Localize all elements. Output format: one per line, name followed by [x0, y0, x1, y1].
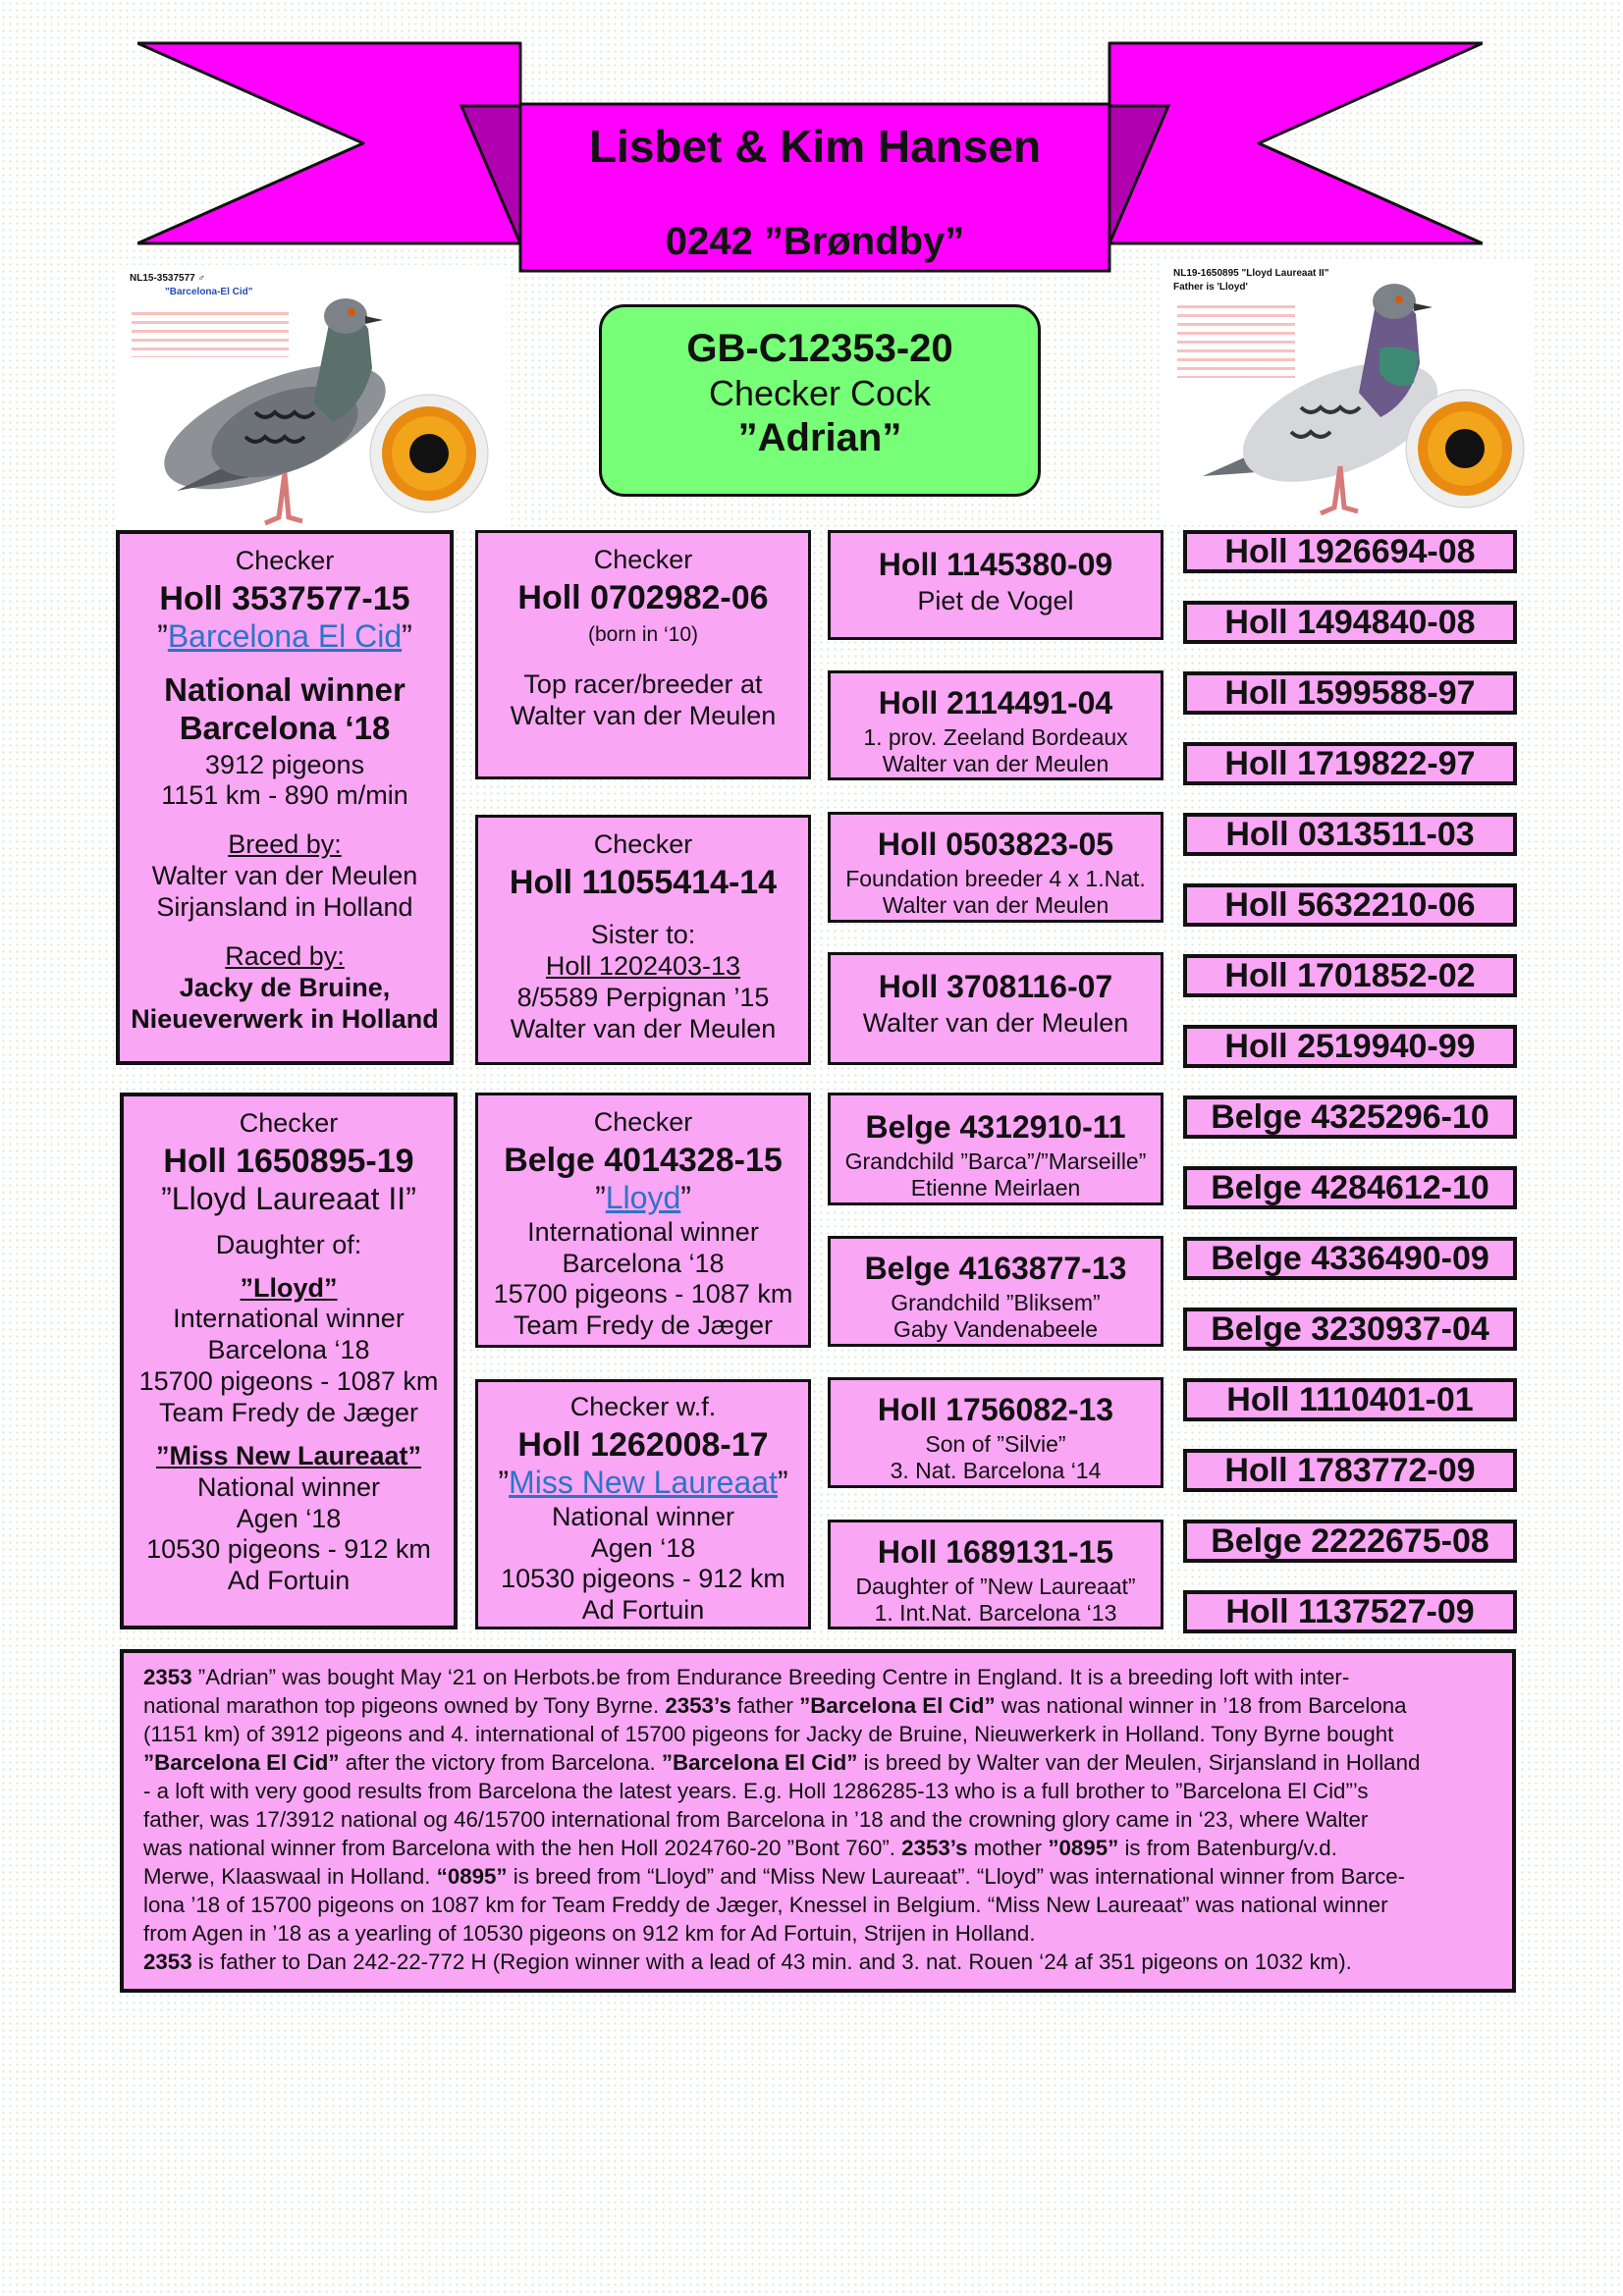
gen3-box	[828, 1377, 1163, 1488]
sire-name-line: ”Barcelona El Cid”	[157, 617, 412, 654]
gen3-line-2: Walter van der Meulen	[882, 750, 1109, 776]
gen3-ring: Holl 1756082-13	[877, 1392, 1114, 1427]
gen3-line-1: Son of ”Silvie”	[925, 1430, 1066, 1457]
gen3-box	[828, 952, 1163, 1065]
gen4-box: Holl 2519940-99	[1183, 1025, 1517, 1068]
dam-sire-3: 15700 pigeons - 1087 km	[138, 1366, 439, 1397]
gen4-box: Holl 1110401-01	[1183, 1378, 1517, 1421]
sire-bred-2: Sirjansland in Holland	[156, 892, 413, 923]
story-line: father, was 17/3912 national og 46/15700 international from Barcelona in ’18 and the crowning glory came in ‘23, where Walter	[143, 1807, 1369, 1832]
story-line: from Agen in ’18 as a yearling of 10530 pigeons on 912 km for Ad Fortuin, Strijen in Holland.	[143, 1921, 1036, 1946]
gen4-box: Belge 3230937-04	[1183, 1308, 1517, 1351]
dam-sire-name: ”Lloyd”	[240, 1272, 338, 1303]
gen4-box: Holl 1137527-09	[1183, 1590, 1517, 1633]
gen3-box	[828, 1236, 1163, 1347]
dd-name[interactable]: Miss New Laureaat	[509, 1464, 778, 1500]
story-line: lona ’18 of 15700 pigeons on 1087 km for Team Freddy de Jæger, Knessel in Belgium. “Miss New Laureaat” was national winner	[143, 1893, 1388, 1917]
sire-photo	[118, 265, 506, 530]
gen3-box	[828, 670, 1163, 780]
story-text	[143, 1663, 1492, 1976]
dam-dam-name: ”Miss New Laureaat”	[155, 1440, 422, 1470]
gen4-box: Holl 1926694-08	[1183, 530, 1517, 573]
gen4-box: Holl 1701852-02	[1183, 954, 1517, 997]
dam-dam-4: Ad Fortuin	[227, 1566, 351, 1596]
dam-sire-box	[475, 1093, 811, 1348]
gen4-box: Holl 1494840-08	[1183, 601, 1517, 644]
dam-name: ”Lloyd Laureaat II”	[161, 1180, 416, 1216]
dd-name-line: ”Miss New Laureaat”	[498, 1464, 788, 1500]
ds-line-4: Team Fredy de Jæger	[513, 1310, 774, 1341]
sire-honour-2: Barcelona ‘18	[179, 709, 391, 746]
dd-line-3: 10530 pigeons - 912 km	[501, 1564, 785, 1594]
gen3-ring: Belge 4312910-11	[865, 1109, 1126, 1145]
gen4-box: Belge 4336490-09	[1183, 1237, 1517, 1280]
gen3-ring: Holl 2114491-04	[878, 685, 1113, 721]
story-line: 2353 is father to Dan 242-22-772 H (Region winner with a lead of 43 min. and 3. nat. Rouen ‘24 af 351 pigeons on 1032 km).	[143, 1949, 1352, 1974]
sd-color: Checker	[593, 829, 693, 859]
ss-line-2: Walter van der Meulen	[510, 700, 777, 730]
gen4-box: Holl 1719822-97	[1183, 742, 1517, 785]
story-line: - a loft with very good results from Barcelona the latest years. E.g. Holl 1286285-13 who is a full brother to ”Barcelona El Cid”’s	[143, 1779, 1369, 1803]
dd-ring: Holl 1262008-17	[517, 1425, 769, 1464]
photo-father-text: Father is 'Lloyd'	[1173, 282, 1248, 293]
ds-name-line: ”Lloyd”	[595, 1179, 691, 1215]
dd-line-1: National winner	[551, 1501, 735, 1531]
story-line: ”Barcelona El Cid” after the victory from Barcelona. ”Barcelona El Cid” is breed by Walter van der Meulen, Sirjansland in Holland	[143, 1750, 1421, 1775]
gen4-box: Belge 4325296-10	[1183, 1095, 1517, 1139]
gen3-line-1: Grandchild ”Bliksem”	[891, 1289, 1101, 1315]
sire-bred-1: Walter van der Meulen	[151, 861, 418, 891]
gen4-box: Holl 0313511-03	[1183, 813, 1517, 856]
gen3-line-2: 3. Nat. Barcelona ‘14	[890, 1457, 1102, 1483]
gen3-line-1: Piet de Vogel	[917, 585, 1074, 615]
sire-box	[116, 530, 454, 1065]
ds-line-3: 15700 pigeons - 1087 km	[493, 1279, 793, 1309]
dam-sire-4: Team Fredy de Jæger	[158, 1398, 419, 1428]
dam-sire-1: International winner	[173, 1304, 405, 1334]
dam-box	[120, 1093, 458, 1629]
ds-line-1: International winner	[527, 1216, 759, 1247]
dam-color: Checker	[239, 1108, 339, 1138]
gen3-box	[828, 812, 1163, 923]
dam-dam-1: National winner	[196, 1471, 381, 1502]
ds-color: Checker	[593, 1107, 693, 1137]
ss-ring: Holl 0702982-06	[517, 578, 769, 616]
subject-box	[599, 304, 1041, 497]
gen3-line-2: Walter van der Meulen	[882, 891, 1109, 918]
sire-honour-1: National winner	[164, 670, 406, 708]
dd-color: Checker w.f.	[569, 1392, 717, 1421]
gen4-box: Holl 1599588-97	[1183, 671, 1517, 715]
gen4-box: Belge 2222675-08	[1183, 1520, 1517, 1563]
sd-line-2: Holl 1202403-13	[545, 950, 741, 981]
ss-color: Checker	[593, 545, 693, 574]
gen3-ring: Holl 1145380-09	[878, 547, 1113, 582]
sire-bred-label: Breed by:	[228, 829, 342, 860]
gen3-line-2: 1. Int.Nat. Barcelona ‘13	[874, 1599, 1117, 1626]
ds-name[interactable]: Lloyd	[605, 1179, 681, 1215]
gen3-line-1: Walter van der Meulen	[862, 1007, 1129, 1038]
gen3-line-2: Gaby Vandenabeele	[893, 1315, 1099, 1342]
sire-raced-1: Jacky de Bruine,	[179, 972, 391, 1002]
dam-line-1: Daughter of:	[215, 1229, 362, 1259]
subject-color: Checker Cock	[708, 373, 932, 413]
gen3-line-1: Daughter of ”New Laureaat”	[855, 1573, 1136, 1599]
story-box	[120, 1649, 1516, 1993]
gen3-box	[828, 1520, 1163, 1629]
gen3-ring: Holl 0503823-05	[877, 827, 1114, 862]
photo-name-text: "Barcelona-El Cid"	[165, 287, 253, 297]
gen4-box: Holl 5632210-06	[1183, 883, 1517, 927]
gen3-line-2: Etienne Meirlaen	[910, 1174, 1081, 1201]
subject-ring: GB-C12353-20	[686, 327, 953, 370]
sire-color: Checker	[235, 546, 335, 575]
gen3-line-1: 1. prov. Zeeland Bordeaux	[863, 723, 1128, 750]
sd-ring: Holl 11055414-14	[509, 863, 778, 901]
dam-dam-box	[475, 1379, 811, 1629]
sire-dam-box	[475, 815, 811, 1065]
sire-ring: Holl 3537577-15	[159, 579, 410, 617]
gen4-box: Holl 1783772-09	[1183, 1449, 1517, 1492]
story-line: 2353 ”Adrian” was bought May ‘21 on Herbots.be from Endurance Breeding Centre in England. It is a breeding loft with inter-	[143, 1665, 1350, 1689]
photo-ring-text: NL15-3537577 ♂	[130, 273, 205, 284]
gen3-box	[828, 1093, 1163, 1205]
banner-subtitle: 0242 ”Brøndby”	[665, 220, 965, 263]
gen3-box	[828, 530, 1163, 640]
ds-line-2: Barcelona ‘18	[562, 1248, 725, 1278]
dd-line-4: Ad Fortuin	[581, 1595, 705, 1626]
banner-title: Lisbet & Kim Hansen	[588, 121, 1042, 172]
sd-line-1: Sister to:	[590, 919, 696, 949]
story-line: (1151 km) of 3912 pigeons and 4. international of 15700 pigeons for Jacky de Bruine, Nieuwerkerk in Holland. Tony Byrne bought	[143, 1722, 1394, 1746]
sire-sire-box	[475, 530, 811, 779]
gen3-line-1: Foundation breeder 4 x 1.Nat.	[845, 865, 1146, 891]
sd-line-3: 8/5589 Perpignan ’15	[516, 982, 770, 1012]
story-line: national marathon top pigeons owned by Tony Byrne. 2353’s father ”Barcelona El Cid” was national winner in ’18 from Barcelona	[143, 1693, 1407, 1718]
gen3-ring: Holl 1689131-15	[877, 1534, 1114, 1570]
eye-left-image	[368, 393, 491, 515]
gen3-ring: Belge 4163877-13	[864, 1251, 1127, 1286]
sire-raced-2: Nieueverwerk in Holland	[131, 1003, 439, 1034]
ss-line-1: Top racer/breeder at	[523, 668, 763, 699]
sire-line-2: 1151 km - 890 m/min	[161, 780, 408, 811]
sire-raced-label: Raced by:	[225, 940, 345, 971]
sire-name[interactable]: Barcelona El Cid	[167, 617, 403, 654]
story-line: was national winner from Barcelona with the hen Holl 2024760-20 ”Bont 760”. 2353’s mother ”0895” is from Batenburg/v.d.	[143, 1836, 1337, 1860]
eye-right-image	[1404, 388, 1527, 510]
gen3-line-1: Grandchild ”Barca”/”Marseille”	[844, 1148, 1147, 1174]
ss-note: (born in ‘10)	[587, 622, 699, 646]
dam-dam-3: 10530 pigeons - 912 km	[146, 1534, 431, 1565]
dd-line-2: Agen ‘18	[590, 1532, 696, 1563]
subject-name: ”Adrian”	[737, 416, 902, 459]
gen3-ring: Holl 3708116-07	[878, 969, 1113, 1004]
sire-line-1: 3912 pigeons	[204, 749, 365, 779]
story-line: Merwe, Klaaswaal in Holland. “0895” is breed from “Lloyd” and “Miss New Laureaat”. “Lloyd” was international winner from Barce-	[143, 1864, 1406, 1889]
sd-line-4: Walter van der Meulen	[510, 1013, 777, 1043]
dam-sire-2: Barcelona ‘18	[207, 1335, 370, 1365]
photo-ring-text: NL19-1650895 "Lloyd Laureaat II"	[1173, 268, 1329, 279]
dam-dam-2: Agen ‘18	[236, 1503, 342, 1533]
ds-ring: Belge 4014328-15	[504, 1141, 783, 1179]
gen4-box: Belge 4284612-10	[1183, 1166, 1517, 1209]
dam-ring: Holl 1650895-19	[163, 1142, 414, 1180]
dam-photo	[1163, 260, 1532, 525]
